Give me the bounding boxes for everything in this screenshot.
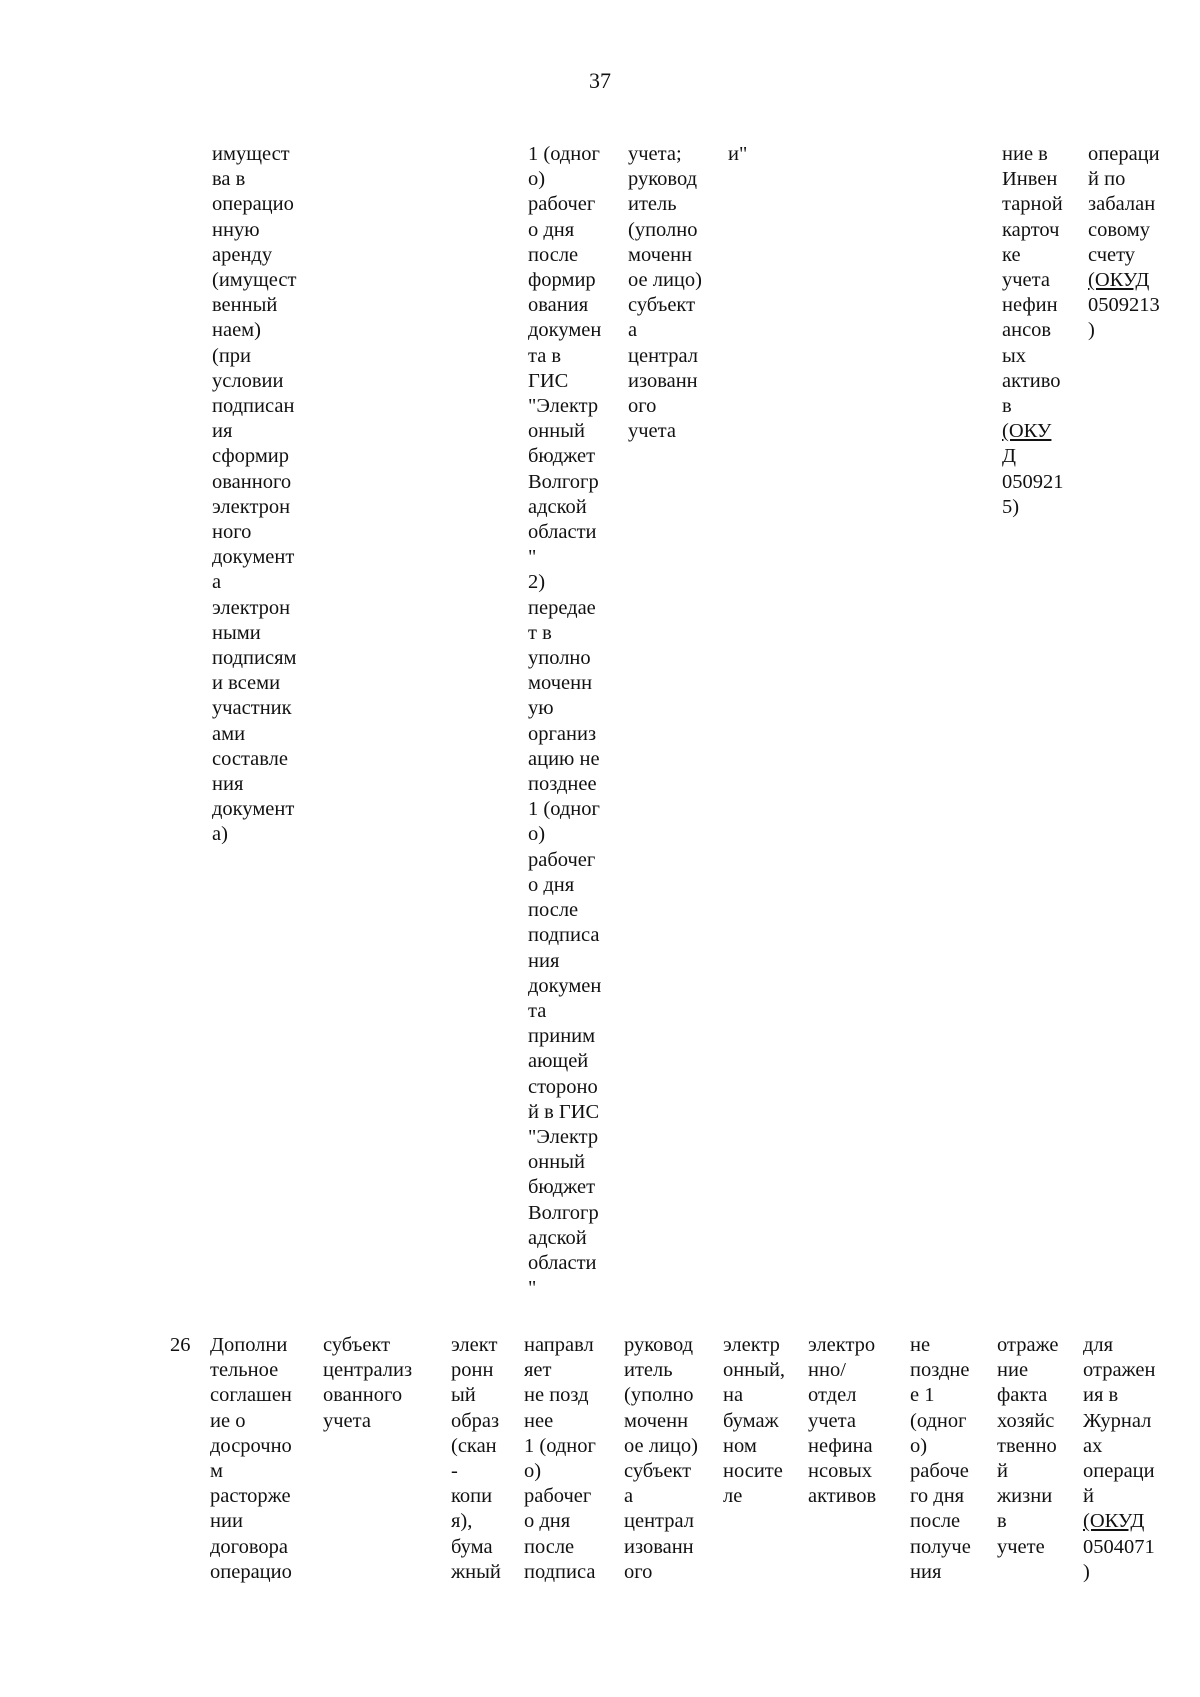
row26-col11-text: для отражен ия в Журнал ах операци й	[1083, 1334, 1156, 1508]
row26-col11-okud-code: 0504071 )	[1083, 1535, 1155, 1583]
row26-col2-name: Дополни тельное соглашен ие о досрочно м расторже нии договора операцио	[210, 1334, 292, 1583]
continuation-col10-text: ние в Инвен тарной карточ ке учета нефин ансов ых активо в	[1002, 143, 1063, 418]
continuation-col7-form: и"	[728, 143, 748, 165]
row26-col6-recipient: руковод итель (уполно моченн ое лицо) субъект а централ изованн ого	[624, 1334, 698, 1583]
row26-number: 26	[170, 1334, 191, 1356]
row26-col3-creator: субъект централиз ованного учета	[323, 1334, 413, 1432]
continuation-col10-okud-code: 050921 5)	[1002, 470, 1064, 518]
row26-col11-okud-link[interactable]: (ОКУД	[1083, 1510, 1145, 1533]
continuation-col5-deadline: 1 (одног о) рабочег о дня после формир ования докумен та в ГИС "Электр онный бюджет Волгогр адской области " 2) передае т в уполно моченн ую организ ацию не позднее 1 (одног о) рабочег о дня после подписа ния докумен та приним ающей стороно й в ГИС "Электр онный бюджет Волгогр адской области "	[528, 143, 602, 1300]
continuation-col11-text: операци й по забалан совому счету	[1088, 143, 1160, 266]
row26-col8-dept: электро нно/ отдел учета нефина нсовых активов	[808, 1334, 877, 1508]
page-number: 37	[589, 68, 611, 93]
row26-col5-deadline: направл яет не позд нее 1 (одног о) рабочег о дня после подписа	[524, 1334, 596, 1583]
continuation-col11-okud-code: 0509213 )	[1088, 294, 1160, 342]
row26-col10-reflection: отраже ние факта хозяйс твенно й жизни в учете	[997, 1334, 1059, 1558]
row26-col7-form: электр онный, на бумаж ном носите ле	[723, 1334, 786, 1508]
continuation-col10-okud-link[interactable]: (ОКУ Д	[1002, 420, 1052, 468]
continuation-col6-recipient: учета; руковод итель (уполно моченн ое лицо) субъект а централ изованн ого учета	[628, 143, 702, 443]
continuation-col2-name: имущест ва в операцио нную аренду (имущест венный наем) (при условии подписан ия сформир ованного электрон ного документ а электрон ными подписям и всеми участник ами составле ния документ а)	[212, 143, 297, 846]
row26-col4-type: элект ронн ый образ (скан - копи я), бума жный	[451, 1334, 501, 1583]
continuation-col11-okud-link[interactable]: (ОКУД	[1088, 269, 1150, 291]
row26-col9-deadline: не поздне е 1 (одног о) рабоче го дня после получе ния	[910, 1334, 971, 1583]
